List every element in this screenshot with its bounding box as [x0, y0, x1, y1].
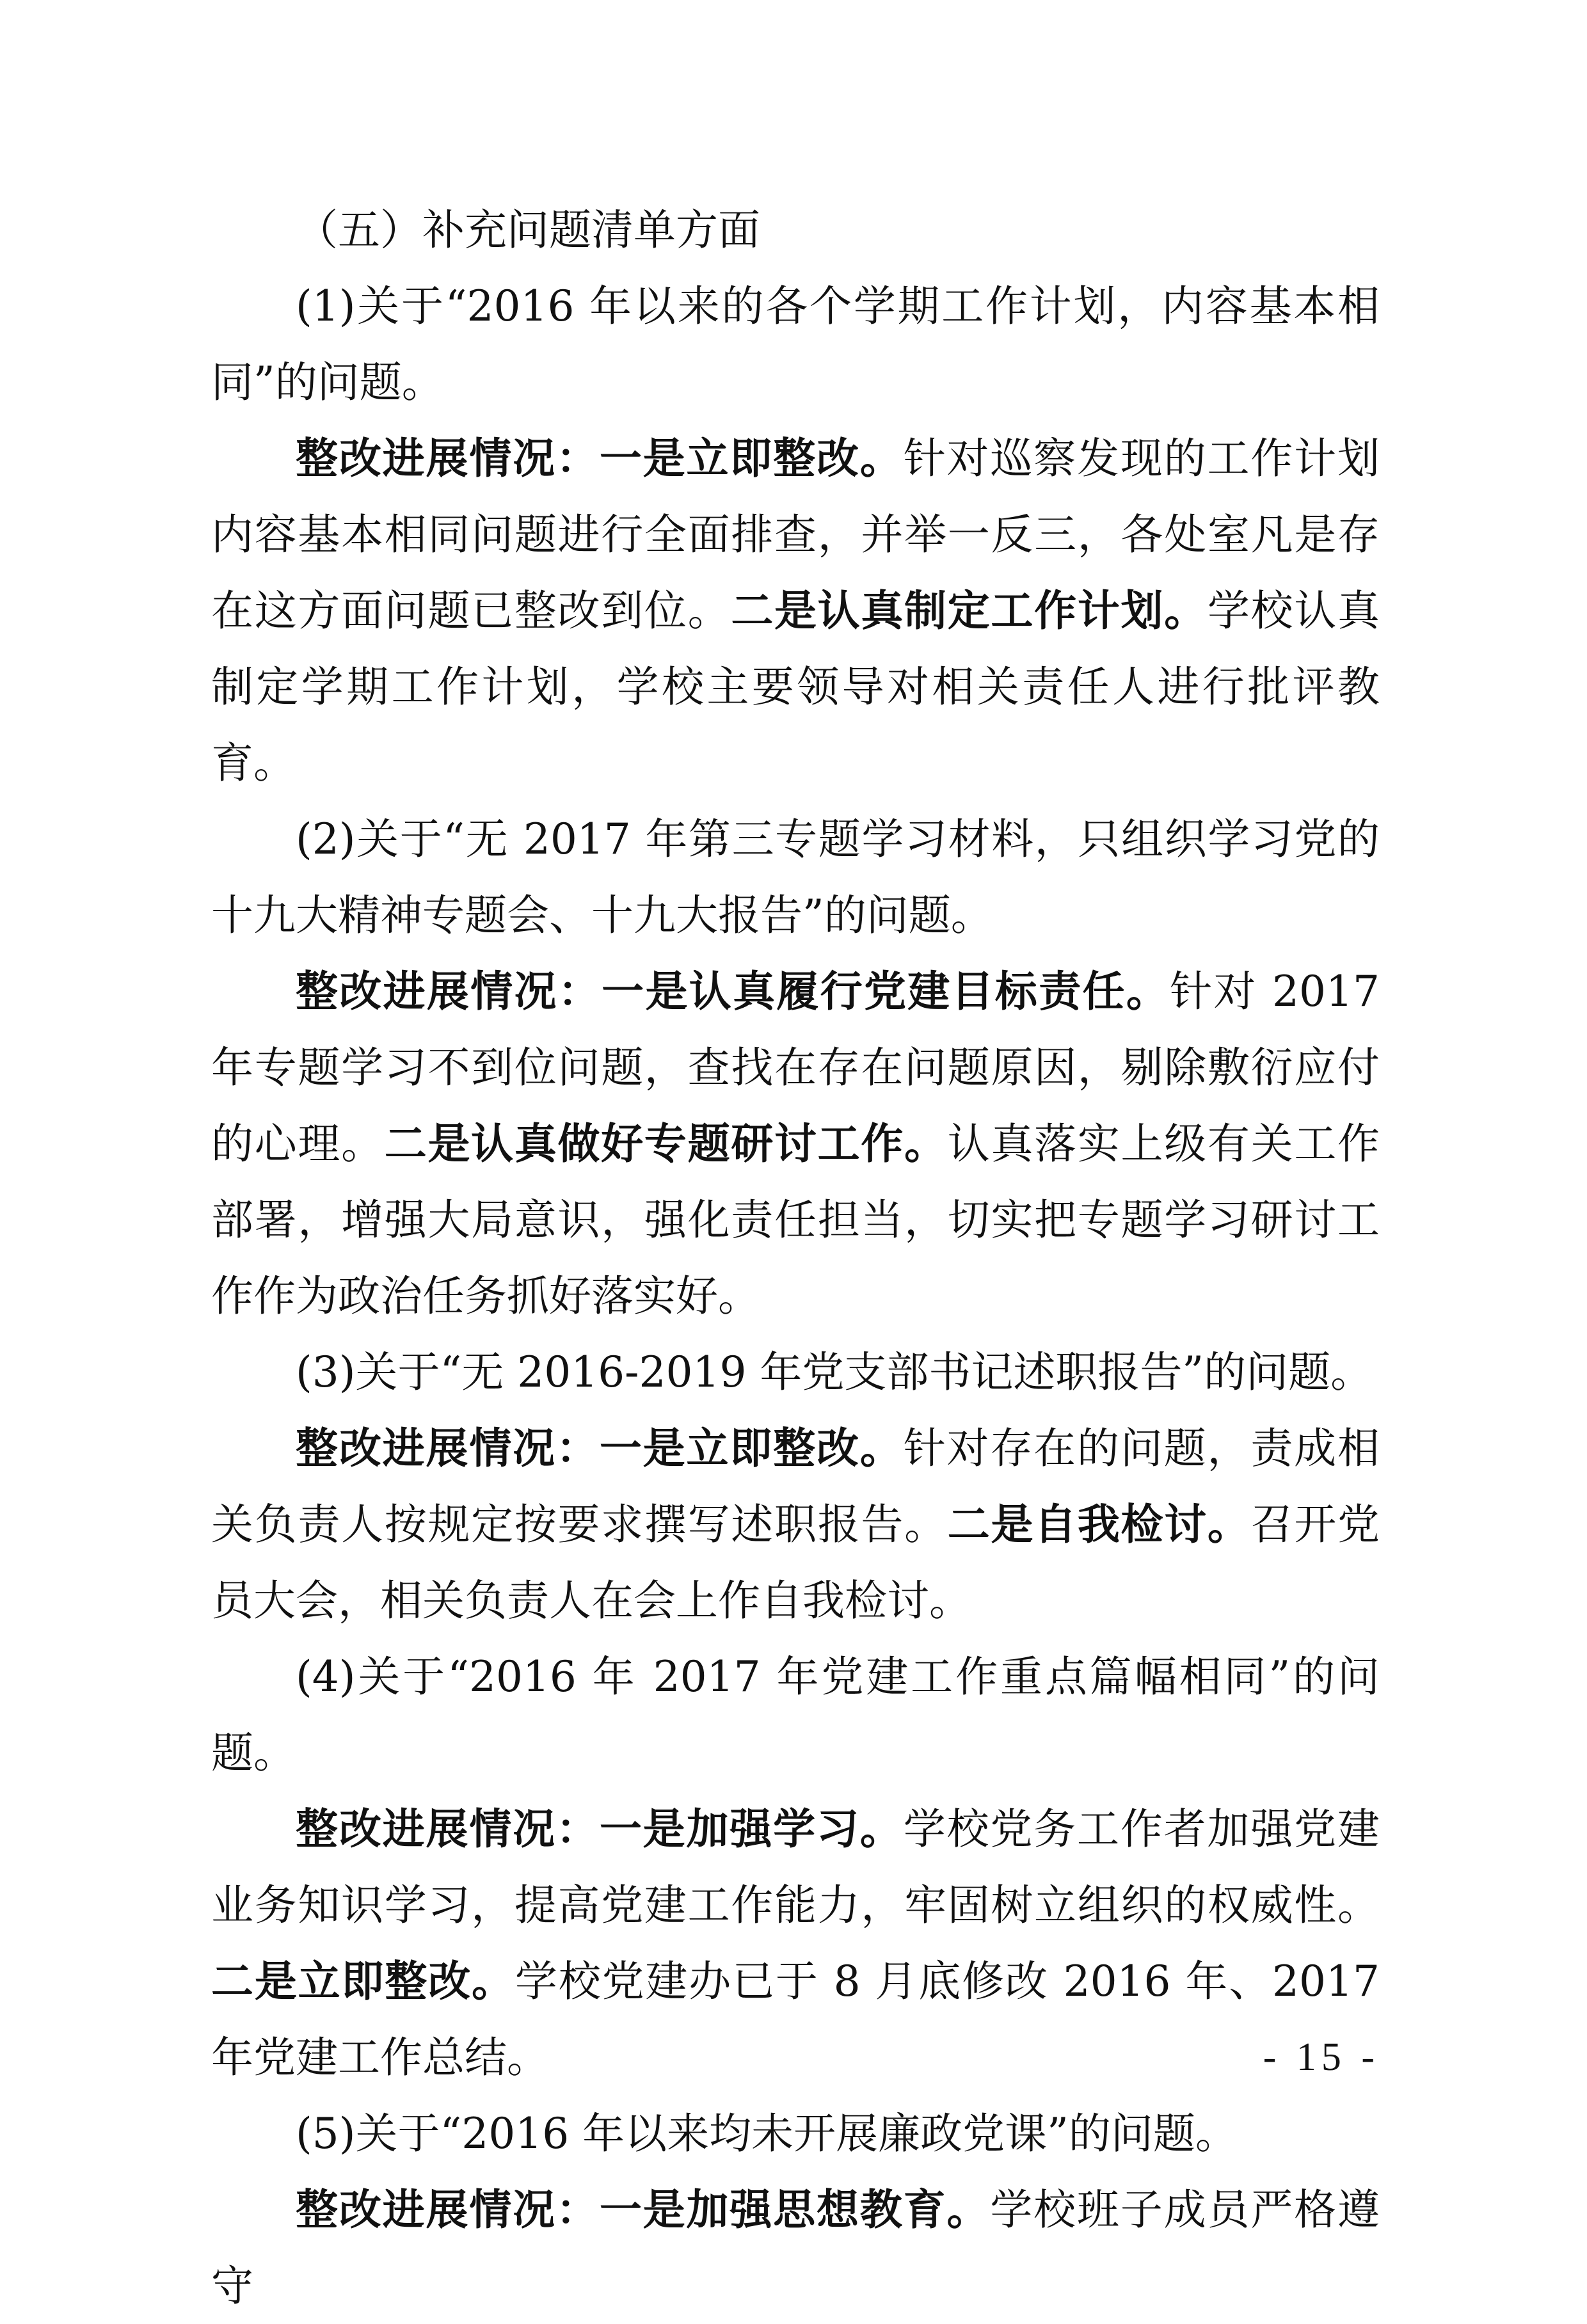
- issue-1-progress: [211, 420, 1380, 801]
- measure-1-text: 针对 2017 年专题学习不到位问题，查找在存在问题原因，剔除敷衍应付的心理。: [211, 967, 1380, 1168]
- measure-1-bold: 一是认真履行党建目标责任。: [602, 966, 1170, 1016]
- progress-label: 整改进展情况：: [296, 1423, 600, 1473]
- measure-2-text: 学校认真制定学期工作计划，学校主要领导对相关责任人进行批评教育。: [211, 586, 1380, 788]
- page-number: - 15 -: [1263, 2035, 1380, 2079]
- measure-2-text: 召开党员大会，相关负责人在会上作自我检讨。: [211, 1500, 1380, 1625]
- document-page: [211, 192, 1380, 2324]
- measure-1-text: 针对巡察发现的工作计划内容基本相同问题进行全面排查，并举一反三，各处室凡是存在这方面问题已整改到位。: [211, 434, 1380, 635]
- issue-2-progress: [211, 953, 1380, 1334]
- issue-4-progress: [211, 1791, 1380, 2096]
- measure-1-bold: 一是加强学习。: [599, 1804, 904, 1854]
- progress-label: 整改进展情况：: [296, 2185, 600, 2234]
- measure-2-bold: 二是自我检讨。: [947, 1499, 1251, 1549]
- measure-2-text: 认真落实上级有关工作部署，增强大局意识，强化责任担当，切实把专题学习研讨工作作为政治任务抓好落实好。: [211, 1119, 1380, 1321]
- measure-1-bold: 一是加强思想教育。: [599, 2185, 991, 2234]
- measure-1-text: 针对存在的问题，责成相关负责人按规定按要求撰写述职报告。: [211, 1424, 1380, 1549]
- issue-1-title: (1)关于“2016 年以来的各个学期工作计划，内容基本相同”的问题。: [211, 282, 1380, 407]
- progress-label: 整改进展情况：: [296, 433, 600, 483]
- measure-1-bold: 一是立即整改。: [599, 433, 904, 483]
- measure-1-text: 学校党务工作者加强党建业务知识学习，提高党建工作能力，牢固树立组织的权威性。: [211, 1804, 1380, 1930]
- issue-5-progress: [211, 2172, 1380, 2324]
- progress-label: 整改进展情况：: [296, 1804, 600, 1854]
- issue-5-title: (5)关于“2016 年以来均未开展廉政党课”的问题。: [296, 2109, 1238, 2158]
- measure-2-text: 学校党建办已于 8 月底修改 2016 年、2017 年党建工作总结。: [211, 1957, 1380, 2082]
- measure-2-bold: 二是认真制定工作计划。: [731, 585, 1208, 635]
- section-heading: （五）补充问题清单方面: [296, 205, 760, 255]
- measure-1-bold: 一是立即整改。: [599, 1423, 904, 1473]
- issue-4-title: (4)关于“2016 年 2017 年党建工作重点篇幅相同”的问题。: [211, 1652, 1380, 1778]
- issue-3-progress: [211, 1410, 1380, 1639]
- measure-2-bold: 二是立即整改。: [211, 1956, 515, 2006]
- issue-3-title: (3)关于“无 2016-2019 年党支部书记述职报告”的问题。: [296, 1348, 1373, 1397]
- measure-1-text: 学校班子成员严格遵守: [211, 2185, 1380, 2311]
- measure-2-bold: 二是认真做好专题研讨工作。: [384, 1118, 948, 1168]
- issue-2-title: (2)关于“无 2017 年第三专题学习材料，只组织学习党的十九大精神专题会、十九大报告”的问题。: [211, 815, 1380, 940]
- progress-label: 整改进展情况：: [296, 966, 602, 1016]
